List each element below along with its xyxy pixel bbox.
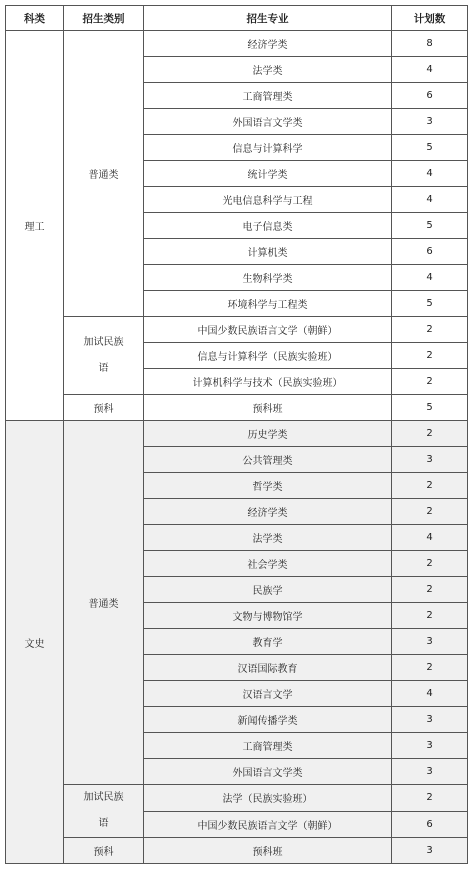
count-cell: 6 (392, 239, 468, 265)
count-cell: 3 (392, 759, 468, 785)
count-cell: 5 (392, 395, 468, 421)
major-cell: 民族学 (144, 577, 392, 603)
count-cell: 4 (392, 57, 468, 83)
count-cell: 4 (392, 187, 468, 213)
major-cell: 法学类 (144, 57, 392, 83)
count-cell: 2 (392, 421, 468, 447)
count-cell: 2 (392, 551, 468, 577)
count-cell: 3 (392, 733, 468, 759)
count-cell: 3 (392, 707, 468, 733)
table-row (6, 31, 468, 57)
count-cell: 3 (392, 109, 468, 135)
major-cell: 外国语言文学类 (144, 759, 392, 785)
category-cell: 预科 (64, 395, 144, 421)
major-cell: 计算机类 (144, 239, 392, 265)
major-cell: 工商管理类 (144, 83, 392, 109)
major-cell: 法学（民族实验班） (144, 785, 392, 812)
table-row (6, 317, 468, 343)
count-cell: 4 (392, 681, 468, 707)
major-cell: 计算机科学与技术（民族实验班） (144, 369, 392, 395)
table-header-row (6, 6, 468, 31)
major-cell: 光电信息科学与工程 (144, 187, 392, 213)
major-cell: 文物与博物馆学 (144, 603, 392, 629)
count-cell: 4 (392, 265, 468, 291)
header-category: 招生类别 (64, 6, 144, 31)
major-cell: 生物科学类 (144, 265, 392, 291)
major-cell: 统计学类 (144, 161, 392, 187)
major-cell: 哲学类 (144, 473, 392, 499)
category-cell: 普通类 (64, 421, 144, 785)
count-cell: 2 (392, 317, 468, 343)
section-wenshi (6, 421, 468, 864)
count-cell: 2 (392, 343, 468, 369)
category-cell: 加试民族语 (64, 785, 144, 838)
major-cell: 经济学类 (144, 499, 392, 525)
major-cell: 环境科学与工程类 (144, 291, 392, 317)
major-cell: 中国少数民族语言文学（朝鲜） (144, 317, 392, 343)
table-row (6, 785, 468, 812)
subject-cell: 文史 (6, 421, 64, 864)
major-cell: 社会学类 (144, 551, 392, 577)
count-cell: 3 (392, 447, 468, 473)
major-cell: 汉语国际教育 (144, 655, 392, 681)
count-cell: 4 (392, 525, 468, 551)
count-cell: 5 (392, 135, 468, 161)
header-count: 计划数 (392, 6, 468, 31)
count-cell: 2 (392, 785, 468, 812)
major-cell: 预科班 (144, 395, 392, 421)
major-cell: 电子信息类 (144, 213, 392, 239)
table-row (6, 838, 468, 864)
major-cell: 预科班 (144, 838, 392, 864)
major-cell: 信息与计算科学 (144, 135, 392, 161)
major-cell: 历史学类 (144, 421, 392, 447)
enrollment-plan-table (5, 5, 468, 864)
major-cell: 中国少数民族语言文学（朝鲜） (144, 811, 392, 838)
count-cell: 4 (392, 161, 468, 187)
major-cell: 教育学 (144, 629, 392, 655)
major-cell: 汉语言文学 (144, 681, 392, 707)
count-cell: 2 (392, 473, 468, 499)
count-cell: 2 (392, 577, 468, 603)
major-cell: 法学类 (144, 525, 392, 551)
major-cell: 经济学类 (144, 31, 392, 57)
category-cell: 预科 (64, 838, 144, 864)
count-cell: 6 (392, 811, 468, 838)
table-row (6, 421, 468, 447)
subject-cell: 理工 (6, 31, 64, 421)
category-cell: 普通类 (64, 31, 144, 317)
major-cell: 工商管理类 (144, 733, 392, 759)
count-cell: 5 (392, 213, 468, 239)
section-ligong (6, 31, 468, 421)
major-cell: 外国语言文学类 (144, 109, 392, 135)
count-cell: 5 (392, 291, 468, 317)
major-cell: 公共管理类 (144, 447, 392, 473)
header-subject: 科类 (6, 6, 64, 31)
count-cell: 3 (392, 838, 468, 864)
header-major: 招生专业 (144, 6, 392, 31)
count-cell: 2 (392, 655, 468, 681)
table-row (6, 395, 468, 421)
category-cell: 加试民族语 (64, 317, 144, 395)
count-cell: 6 (392, 83, 468, 109)
major-cell: 信息与计算科学（民族实验班） (144, 343, 392, 369)
count-cell: 2 (392, 499, 468, 525)
count-cell: 2 (392, 603, 468, 629)
count-cell: 3 (392, 629, 468, 655)
count-cell: 8 (392, 31, 468, 57)
major-cell: 新闻传播学类 (144, 707, 392, 733)
count-cell: 2 (392, 369, 468, 395)
